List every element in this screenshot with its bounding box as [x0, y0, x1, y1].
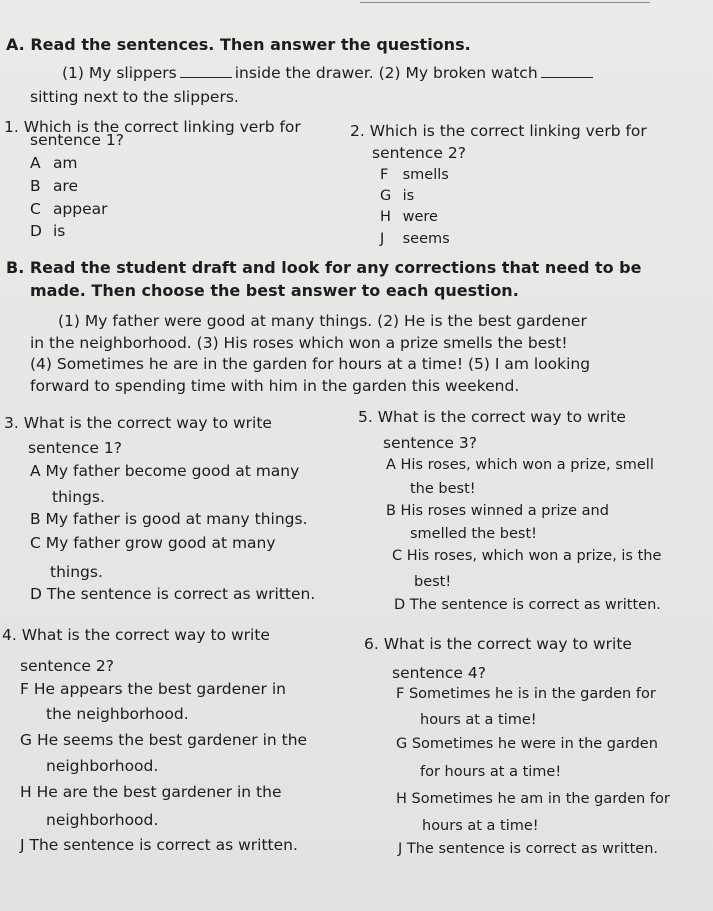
q4-option-g-cont: neighborhood.	[46, 757, 159, 775]
q3-option-a[interactable]: A My father become good at many	[30, 462, 300, 480]
section-a-sentences-line2: sitting next to the slippers.	[30, 88, 239, 106]
section-a-heading: A. Read the sentences. Then answer the questions.	[6, 35, 471, 54]
q1-prompt-line1: 1. Which is the correct linking verb for	[4, 118, 301, 136]
q6-prompt-line1: 6. What is the correct way to write	[364, 635, 632, 653]
q6-option-f-cont: hours at a time!	[420, 712, 537, 728]
q5-prompt-line1: 5. What is the correct way to write	[358, 408, 626, 426]
q6-option-h-cont: hours at a time!	[422, 818, 539, 834]
q3-option-c-cont: things.	[50, 563, 103, 581]
q2-prompt-line1: 2. Which is the correct linking verb for	[350, 122, 647, 140]
q3-option-b[interactable]: B My father is good at many things.	[30, 510, 308, 528]
q4-option-h-cont: neighborhood.	[46, 811, 159, 829]
q5-option-c[interactable]: C His roses, which won a prize, is the	[392, 548, 662, 564]
q5-option-b[interactable]: B His roses winned a prize and	[386, 503, 609, 519]
q5-option-c-cont: best!	[414, 574, 452, 590]
q6-option-g-cont: for hours at a time!	[420, 764, 562, 780]
q6-prompt-line2: sentence 4?	[392, 664, 486, 682]
q1-option-d[interactable]: D is	[30, 222, 66, 240]
q5-option-b-cont: smelled the best!	[410, 526, 537, 542]
q1-option-b[interactable]: B are	[30, 177, 79, 195]
section-a-sentences-line1	[62, 64, 596, 82]
q4-prompt-line2: sentence 2?	[20, 657, 114, 675]
q3-option-d[interactable]: D The sentence is correct as written.	[30, 585, 316, 603]
q6-option-f[interactable]: F Sometimes he is in the garden for	[396, 686, 656, 702]
q6-option-j[interactable]: J The sentence is correct as written.	[398, 841, 658, 857]
q4-prompt-line1: 4. What is the correct way to write	[2, 626, 270, 644]
q5-option-d[interactable]: D The sentence is correct as written.	[394, 597, 661, 613]
sentence-1-part2: inside the drawer. (2) My broken watch	[234, 64, 538, 82]
q4-option-h[interactable]: H He are the best gardener in the	[20, 783, 282, 801]
q4-option-f-cont: the neighborhood.	[46, 705, 189, 723]
draft-line-3: (4) Sometimes he are in the garden for hours at a time! (5) I am looking	[30, 355, 591, 373]
q5-option-a-cont: the best!	[410, 481, 476, 497]
q3-option-a-cont: things.	[52, 488, 105, 506]
section-b-heading-line2: made. Then choose the best answer to each question.	[30, 281, 519, 300]
q2-option-h[interactable]: H were	[380, 209, 438, 225]
q1-option-a[interactable]: A am	[30, 154, 78, 172]
blank-2	[541, 65, 593, 78]
q6-option-g[interactable]: G Sometimes he were in the garden	[396, 736, 658, 752]
top-rule	[360, 2, 650, 3]
q5-option-a[interactable]: A His roses, which won a prize, smell	[386, 457, 654, 473]
q6-option-h[interactable]: H Sometimes he am in the garden for	[396, 791, 670, 807]
q2-option-f[interactable]: F smells	[380, 167, 449, 183]
sentence-1-part1: (1) My slippers	[62, 64, 177, 82]
blank-1	[180, 65, 232, 78]
q1-option-c[interactable]: C appear	[30, 200, 108, 218]
q1-prompt-line2: sentence 1?	[30, 131, 124, 149]
q2-prompt-line2: sentence 2?	[372, 144, 466, 162]
q2-option-j[interactable]: J seems	[380, 231, 450, 247]
draft-line-4: forward to spending time with him in the garden this weekend.	[30, 377, 520, 395]
section-b-heading-line1: B. Read the student draft and look for any corrections that need to be	[6, 258, 642, 277]
q4-option-g[interactable]: G He seems the best gardener in the	[20, 731, 308, 749]
q2-option-g[interactable]: G is	[380, 188, 415, 204]
draft-line-1: (1) My father were good at many things. (2) He is the best gardener	[58, 312, 587, 330]
q4-option-j[interactable]: J The sentence is correct as written.	[20, 836, 298, 854]
q4-option-f[interactable]: F He appears the best gardener in	[20, 680, 286, 698]
q3-option-c[interactable]: C My father grow good at many	[30, 534, 276, 552]
q5-prompt-line2: sentence 3?	[383, 434, 477, 452]
draft-line-2: in the neighborhood. (3) His roses which won a prize smells the best!	[30, 334, 568, 352]
q3-prompt-line1: 3. What is the correct way to write	[4, 414, 272, 432]
q3-prompt-line2: sentence 1?	[28, 439, 122, 457]
